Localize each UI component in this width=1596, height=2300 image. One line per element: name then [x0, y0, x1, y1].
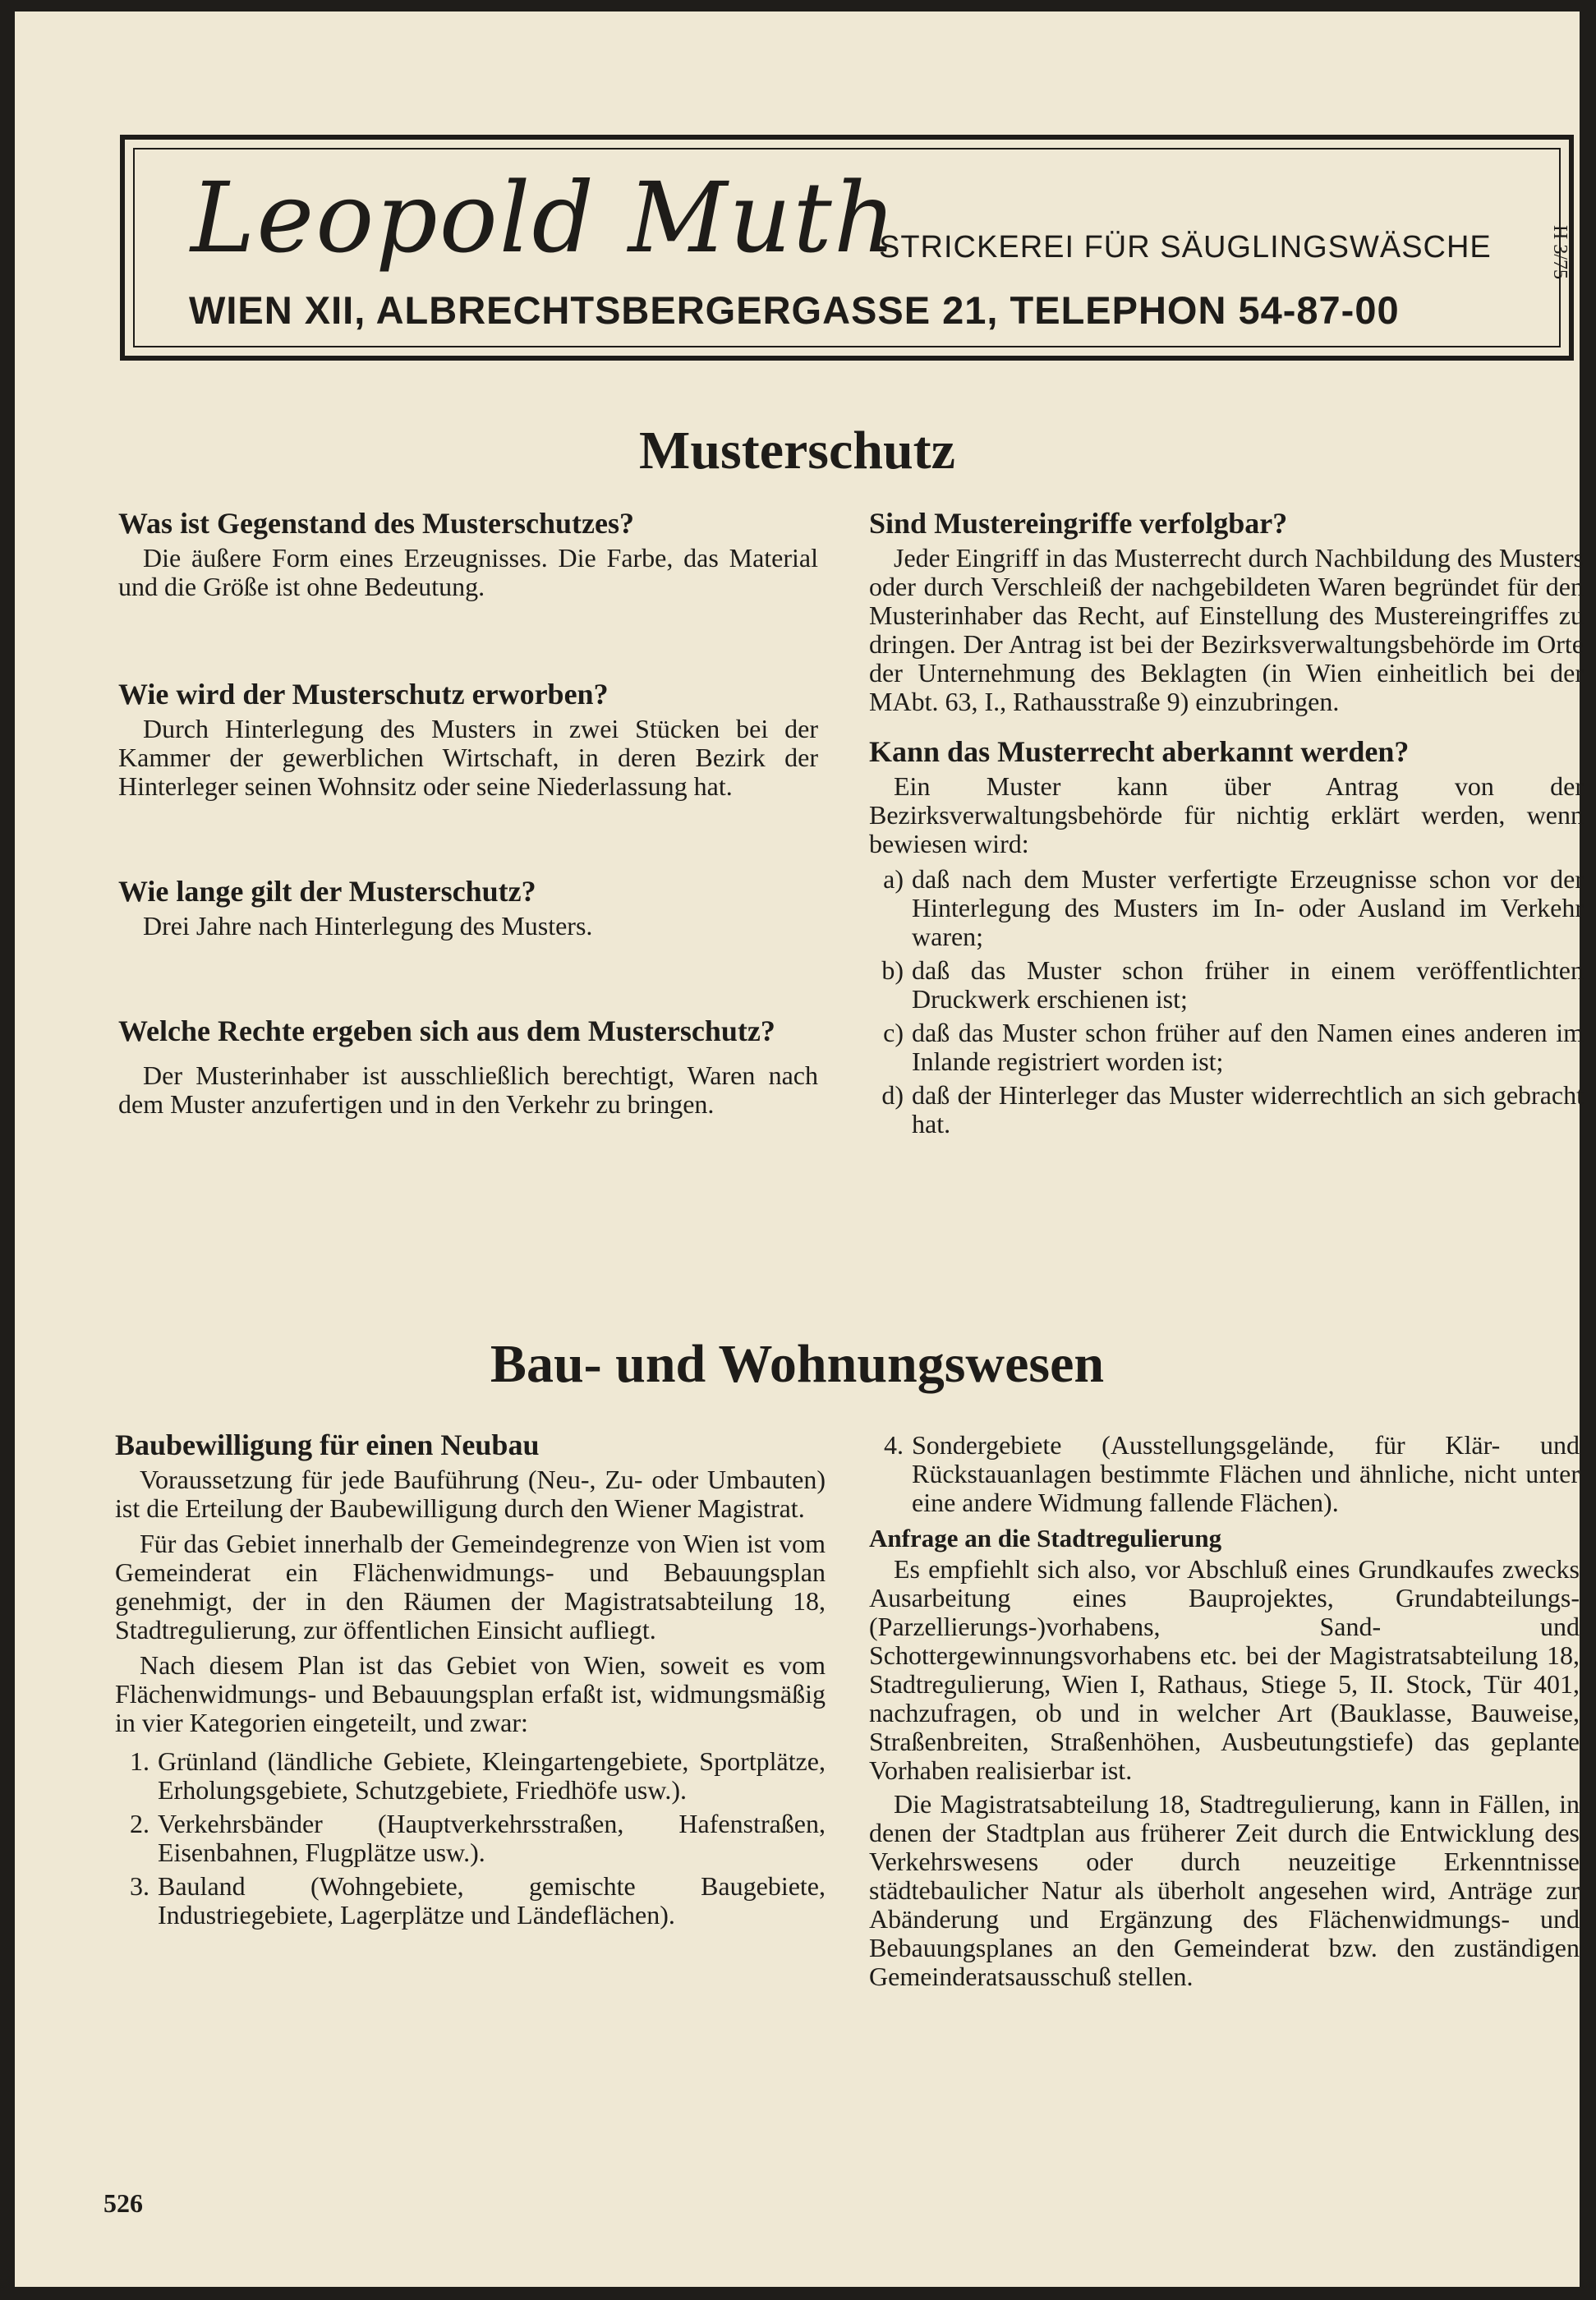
question-heading: Kann das Musterrecht aberkannt werden?: [869, 735, 1410, 768]
nullity-conditions-list: [869, 865, 1584, 1138]
page-number: 526: [103, 2188, 143, 2218]
list-marker: 4.: [884, 1430, 904, 1460]
answer-text: Der Musterinhaber ist ausschließlich berechtigt, Waren nach dem Muster anzufertigen und in den Verkehr zu bringen.: [118, 1060, 818, 1119]
ad-address: WIEN XII, ALBRECHTSBERGERGASSE 21, TELEPHON 54-87-00: [189, 288, 1400, 332]
ad-code: H 3/75: [1549, 225, 1571, 279]
list-text: daß das Muster schon früher auf den Namen eines anderen im Inlande registriert worden ist;: [912, 1018, 1584, 1076]
paragraph: Es empfiehlt sich also, vor Abschluß eines Grundkaufes zwecks Ausarbeitung eines Bauprojektes, Grundabteilungs-(Parzellierungs-)vorhabens, Sand- und Schottergewinnungsvorhabens etc. bei der Magistratsabteilung 18, Stadtregulierung, Wien I, Rathaus, Stiege 5, II. Stock, Tür 401, nachzufragen, ob und in welcher Art (Bauklasse, Bauweise, Straßenbreiten, Straßenhöhen, Ausbeutungstiefe) das geplante Vorhaben realisierbar ist.: [869, 1554, 1580, 1785]
list-text: daß nach dem Muster verfertigte Erzeugnisse schon vor der Hinterlegung des Musters im In- oder Ausland im Verkehr waren;: [912, 864, 1584, 951]
answer-text: Drei Jahre nach Hinterlegung des Musters.: [143, 911, 593, 941]
answer-text: Ein Muster kann über Antrag von der Bezirksverwaltungsbehörde für nichtig erklärt werden, wenn bewiesen wird:: [869, 771, 1584, 858]
bau-right-column: [869, 1431, 1580, 1991]
paragraph: Nach diesem Plan ist das Gebiet von Wien, soweit es vom Flächenwidmungs- und Bebauungsplan erfaßt ist, widmungsmäßig in vier Kategorien eingeteilt, und zwar:: [115, 1650, 826, 1737]
list-item: [115, 1810, 826, 1867]
ad-tagline: STRICKEREI FÜR SÄUGLINGSWÄSCHE: [879, 230, 1492, 264]
spacer: [118, 941, 818, 1010]
zoning-categories-list: [115, 1747, 826, 1930]
bau-left-column: [115, 1424, 826, 1934]
spacer: [869, 716, 1584, 731]
list-marker: 3.: [130, 1871, 149, 1901]
answer-text: Durch Hinterlegung des Musters in zwei Stücken bei der Kammer der gewerblichen Wirtschaft, in deren Bezirk der Hinterleger seinen Wohnsitz oder seine Niederlassung hat.: [118, 714, 818, 801]
list-item: [869, 956, 1584, 1014]
list-item: [869, 1081, 1584, 1138]
list-text: daß der Hinterleger das Muster widerrechtlich an sich gebracht hat.: [912, 1080, 1584, 1138]
list-text: Bauland (Wohngebiete, gemischte Baugebiete, Industriegebiete, Lagerplätze und Ländeflächen).: [158, 1871, 826, 1930]
list-item: [869, 865, 1584, 951]
list-text: Grünland (ländliche Gebiete, Kleingartengebiete, Sportplätze, Erholungsgebiete, Schutzgebiete, Friedhöfe usw.).: [158, 1746, 826, 1805]
paragraph: Voraussetzung für jede Bauführung (Neu-, Zu- oder Umbauten) ist die Erteilung der Baubewilligung durch den Wiener Magistrat.: [115, 1465, 826, 1523]
bau-title: Bau- und Wohnungswesen: [490, 1334, 1105, 1394]
page: [15, 12, 1584, 2287]
question-heading: Sind Mustereingriffe verfolgbar?: [869, 507, 1288, 540]
answer-text: Jeder Eingriff in das Musterrecht durch Nachbildung des Musters oder durch Verschleiß der nachgebildeten Waren begründet für den Musterinhaber das Recht, auf Einstellung des Mustereingriffes zu dringen. Der Antrag ist bei der Bezirksverwaltungsbehörde im Orte der Unternehmung des Beklagten (in Wien einheitlich bei der MAbt. 63, I., Rathausstraße 9) einzubringen.: [869, 543, 1584, 716]
section-heading: Baubewilligung für einen Neubau: [115, 1428, 540, 1461]
question-heading: Was ist Gegenstand des Musterschutzes?: [118, 507, 634, 540]
musterschutz-title: Musterschutz: [639, 421, 955, 481]
list-item: [869, 1431, 1580, 1517]
spacer: [118, 601, 818, 674]
answer-text: Die äußere Form eines Erzeugnisses. Die Farbe, das Material und die Größe ist ohne Bedeutung.: [118, 543, 818, 601]
list-text: Verkehrsbänder (Hauptverkehrsstraßen, Hafenstraßen, Eisenbahnen, Flugplätze usw.).: [158, 1809, 826, 1867]
question-heading: Wie wird der Musterschutz erworben?: [118, 678, 609, 711]
advertisement-box: [120, 135, 1574, 361]
question-heading: Wie lange gilt der Musterschutz?: [118, 875, 536, 908]
section-heading: Anfrage an die Stadtregulierung: [869, 1524, 1222, 1552]
musterschutz-right-column: [869, 503, 1584, 1143]
question-heading: Welche Rechte ergeben sich aus dem Musterschutz?: [118, 1014, 775, 1047]
list-item: [115, 1747, 826, 1805]
list-text: Sondergebiete (Ausstellungsgelände, für Klär- und Rückstauanlagen bestimmte Flächen und ähnliche, nicht unter eine andere Widmung fallende Flächen).: [912, 1430, 1580, 1517]
list-item: [115, 1872, 826, 1930]
list-marker: 1.: [130, 1746, 149, 1776]
musterschutz-left-column: [118, 503, 818, 1119]
list-text: daß das Muster schon früher in einem veröffentlichten Druckwerk erschienen ist;: [912, 955, 1584, 1014]
zoning-categories-list-continued: [869, 1431, 1580, 1517]
spacer: [118, 801, 818, 871]
paragraph: Für das Gebiet innerhalb der Gemeindegrenze von Wien ist vom Gemeinderat ein Flächenwidmungs- und Bebauungsplan genehmigt, der in den Räumen der Magistratsabteilung 18, Stadtregulierung, zur öffentlichen Einsicht aufliegt.: [115, 1529, 826, 1644]
list-marker: 2.: [130, 1809, 149, 1838]
list-item: [869, 1019, 1584, 1076]
paragraph: Die Magistratsabteilung 18, Stadtregulierung, kann in Fällen, in denen der Stadtplan aus früherer Zeit durch die Entwicklung des Verkehrswesens oder durch neuzeitige Erkenntnisse städtebaulicher Natur als überholt angesehen wird, Anträge zur Abänderung und Ergänzung des Flächenwidmungs- und Bebauungsplanes an den Gemeinderat bzw. den zuständigen Gemeinderatsausschuß stellen.: [869, 1789, 1580, 1991]
list-marker: a): [883, 864, 904, 894]
list-marker: d): [881, 1080, 904, 1110]
list-marker: c): [883, 1018, 904, 1047]
ad-company-name: Leopold Muth: [191, 161, 898, 274]
list-marker: b): [881, 955, 904, 985]
